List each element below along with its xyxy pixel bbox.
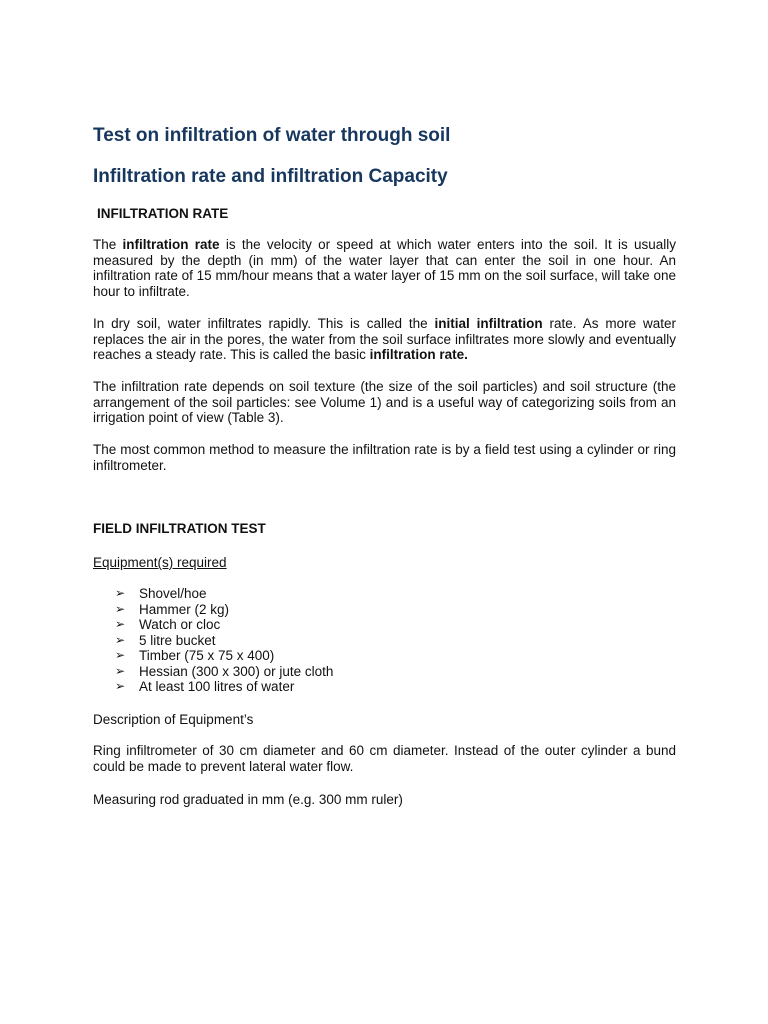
paragraph-measuring-rod: Measuring rod graduated in mm (e.g. 300 mm ruler) <box>93 792 403 807</box>
section-heading-field-test: FIELD INFILTRATION TEST <box>93 521 266 536</box>
text-run: The <box>93 237 123 252</box>
paragraph-dry-soil <box>93 316 676 363</box>
list-item-text: Shovel/hoe <box>139 586 207 601</box>
arrow-bullet-icon: ➢ <box>115 648 126 662</box>
equipment-heading: Equipment(s) required <box>93 555 227 570</box>
arrow-bullet-icon: ➢ <box>115 663 126 678</box>
bold-term: infiltration rate. <box>369 347 468 363</box>
text-run: is the velocity or speed at which water enters into the soil. It is usually measured by the depth (in mm) of the water layer that can enter the soil in one hour. An infiltration rate of 15 mm/hour means that a water layer of 15 mm on the soil surface, will take one hour to infiltrate. <box>93 237 676 299</box>
equipment-list <box>115 586 333 695</box>
list-item <box>115 617 333 633</box>
list-item <box>115 586 333 602</box>
paragraph-soil-texture: The infiltration rate depends on soil texture (the size of the soil particles) and soil structure (the arrangement of the soil particles: see Volume 1) and is a useful way of categorizing soils from an irrigation point of view (Table 3). <box>93 379 676 426</box>
arrow-bullet-icon: ➢ <box>115 632 126 647</box>
list-item-text: Watch or cloc <box>139 617 221 632</box>
paragraph-measure-method: The most common method to measure the infiltration rate is by a field test using a cylinder or ring infiltrometer. <box>93 442 676 473</box>
list-item <box>115 679 333 695</box>
list-item-text: Timber (75 x 75 x 400) <box>139 648 275 663</box>
page-title: Test on infiltration of water through soil <box>93 125 451 146</box>
page-subtitle: Infiltration rate and infiltration Capacity <box>93 166 448 187</box>
arrow-bullet-icon: ➢ <box>115 586 126 600</box>
list-item <box>115 664 333 680</box>
paragraph-ring-infiltrometer: Ring infiltrometer of 30 cm diameter and 60 cm diameter. Instead of the outer cylinder a bund could be made to prevent lateral water flow. <box>93 743 676 774</box>
list-item-text: Hammer (2 kg) <box>139 601 230 617</box>
bold-term: infiltration rate <box>122 237 220 252</box>
list-item <box>115 602 333 618</box>
list-item <box>115 633 333 649</box>
list-item-text: At least 100 litres of water <box>139 679 295 694</box>
arrow-bullet-icon: ➢ <box>115 617 126 631</box>
bold-term: initial infiltration <box>434 316 543 331</box>
description-heading: Description of Equipment’s <box>93 712 254 727</box>
paragraph-definition <box>93 237 676 299</box>
text-run: In dry soil, water infiltrates rapidly. This is called the <box>93 316 435 331</box>
arrow-bullet-icon: ➢ <box>115 601 126 616</box>
list-item-text: Hessian (300 x 300) or jute cloth <box>139 663 334 679</box>
list-item-text: 5 litre bucket <box>139 632 216 648</box>
text-run: rate. As more water replaces the air in the pores, the water from the soil surface infiltrates more slowly and eventually reaches a steady rate. This is called the basic <box>93 316 677 363</box>
arrow-bullet-icon: ➢ <box>115 679 126 693</box>
section-heading-infiltration-rate: INFILTRATION RATE <box>97 206 229 221</box>
list-item <box>115 648 333 664</box>
